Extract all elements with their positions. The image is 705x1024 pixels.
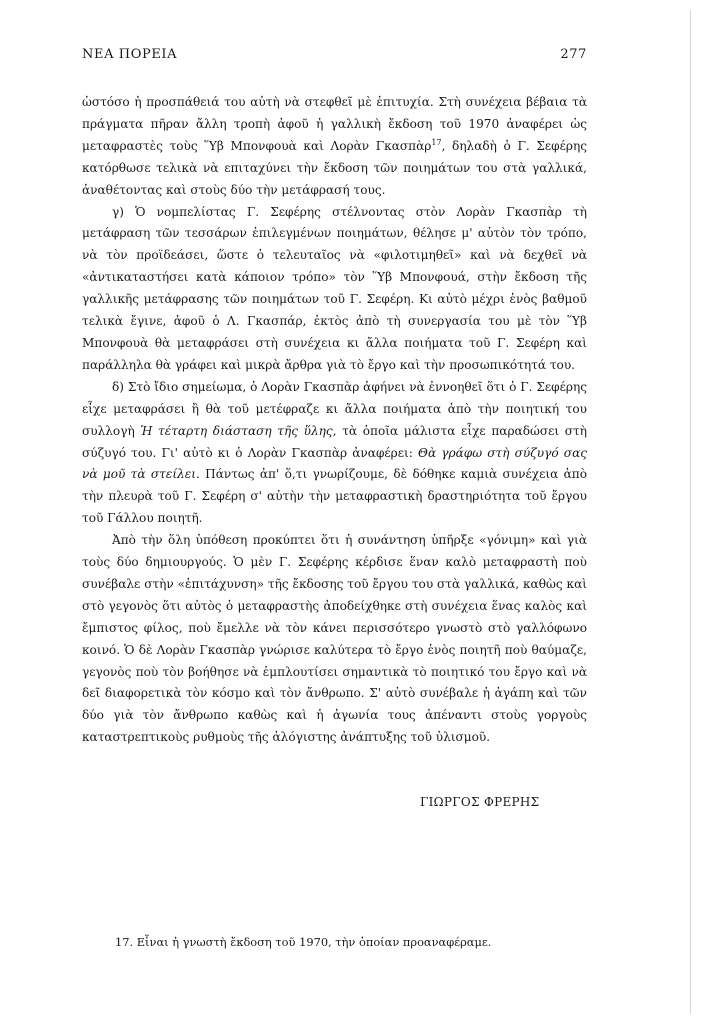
paragraph-3-text-a: δ) Στὸ ἴδιο σημείωμα, ὁ Λορὰν Γκασπὰρ ἀφήνει νὰ ἐννοηθεῖ ὅτι ὁ Γ. Σεφέρης εἶχε μεταφράσει ἢ θὰ τοῦ μετέφραζε κι ἄλλα ποιήματα ἀπὸ τὴν ποιητική του συλλογὴ bbox=[82, 379, 587, 438]
running-header bbox=[82, 47, 587, 67]
paragraph-3-text-b: , τὰ ὁποῖα μάλιστα εἶχε παραδώσει στὴ σύζυγό του. Γι' αὐτὸ κι ὁ Λορὰν Γκασπὰρ ἀναφέρει: bbox=[82, 423, 587, 460]
paragraph-4: Ἀπὸ τὴν ὅλη ὑπόθεση προκύπτει ὅτι ἡ συνάντηση ὑπῆρξε «γόνιμη» καὶ γιὰ τοὺς δύο δημιουργούς. Ὁ μὲν Γ. Σεφέρης κέρδισε ἕναν καλὸ μεταφραστὴ ποὺ συνέβαλε στὴν «ἐπιτάχυνση» τῆς ἔκδοσης τοῦ ἔργου του στὰ γαλλικά, καθὼς καὶ στὸ γεγονὸς ὅτι αὐτὸς ὁ μεταφραστὴς ἀποδείχθηκε στὴ συνέχεια ἕνας καλὸς καὶ ἔμπιστος φίλος, ποὺ ἔμελλε νὰ τὸν κάνει περισσότερο γνωστὸ στὸ γαλλόφωνο κοινό. Ὁ δὲ Λορὰν Γκασπὰρ γνώρισε καλύτερα τὸ ἔργο ἑνὸς ποιητῆ ποὺ θαύμαζε, γεγονὸς ποὺ τὸν βοήθησε νὰ ἐμπλουτίσει σημαντικὰ τὸ ποιητικό του ἔργο καὶ νὰ δεῖ διαφορετικὰ τὸν κόσμο καὶ τὸν ἄνθρωπο. Σ' αὐτὸ συνέβαλε ἡ ἀγάπη καὶ τῶν δύο γιὰ τὸν ἄνθρωπο καθὼς καὶ ἡ ἀγωνία τους ἀπέναντι στοὺς γοργοὺς καταστρεπτικοὺς ρυθμοὺς τῆς ἀλόγιστης ἀνάπτυξης τοῦ ὑλισμοῦ. bbox=[82, 533, 587, 745]
paragraph-2: γ) Ὁ νομπελίστας Γ. Σεφέρης στέλνοντας στὸν Λορὰν Γκασπὰρ τὴ μετάφραση τῶν τεσσάρων ἐπιλεγμένων ποιημάτων, θέλησε μ' αὐτὸν τὸν τρόπο, νὰ τὸν προϊδεάσει, ὥστε ὁ τελευταῖος νὰ «φιλοτιμηθεῖ» καὶ νὰ δεχθεῖ νὰ «ἀντικαταστήσει κατὰ κάποιον τρόπο» τὸν Ὕβ Μπονφουά, στὴν ἔκδοση τῆς γαλλικῆς μετάφρασης τῶν ποιημάτων τοῦ Γ. Σεφέρη. Κι αὐτὸ μέχρι ἑνὸς βαθμοῦ τελικὰ ἔγινε, ἀφοῦ ὁ Λ. Γκασπάρ, ἐκτὸς ἀπὸ τὴ συνεργασία του μὲ τὸν Ὕβ Μπονφουὰ θὰ μεταφράσει στὴ συνέχεια κι ἄλλα ποιήματα τοῦ Γ. Σεφέρη καὶ παράλληλα θὰ γράφει καὶ μικρὰ ἄρθρα γιὰ τὸ ἔργο καὶ τὴν προσωπικότητά του. bbox=[82, 204, 587, 372]
paragraph-1-text-b: , δηλαδὴ ὁ Γ. Σεφέρης κατόρθωσε τελικὰ νὰ επιταχύνει τὴν ἔκδοση τῶν ποιημάτων του στὰ γαλλικά, ἀναθέτοντας καὶ στοὺς δύο τὴν μετάφρασή τους. bbox=[82, 138, 588, 197]
quote-italic: Θὰ γράφω στὴ σύζυγό σας νὰ μοῦ τὰ στείλει. bbox=[82, 445, 588, 482]
author-signature: ΓΙΩΡΓΟΣ ΦΡΕΡΗΣ bbox=[420, 795, 540, 809]
footnote-reference: 17 bbox=[431, 137, 442, 147]
paragraph-3-text-c: Πάντως ἀπ' ὅ,τι γνωρίζουμε, δὲ δόθηκε καμιὰ συνέχεια ἀπὸ τὴν πλευρὰ τοῦ Γ. Σεφέρη σ' αὐτὴν τὴν μεταφραστικὴ δραστηριότητα τοῦ ἔργου τοῦ Γάλλου ποιητῆ. bbox=[82, 467, 587, 526]
book-title-italic: Ἡ τέταρτη διάσταση τῆς ὕλης bbox=[140, 423, 333, 438]
article-body bbox=[82, 92, 587, 749]
paragraph-1-text-a: ὡστόσο ἡ προσπάθειά του αὐτὴ νὰ στεφθεῖ μὲ ἐπιτυχία. Στὴ συνέχεια βέβαια τὰ πράγματα πῆραν ἄλλη τροπὴ ἀφοῦ ἡ γαλλικὴ ἔκδοση τοῦ 1970 ἀναφέρει ὡς μεταφραστὲς τοὺς Ὕβ Μπονφουὰ καὶ Λορὰν Γκασπὰρ bbox=[82, 95, 587, 153]
page-edge-line bbox=[690, 10, 691, 1014]
paragraph-3 bbox=[82, 377, 587, 530]
journal-title: ΝΕΑ ΠΟΡΕΙΑ bbox=[82, 47, 178, 62]
paragraph-1 bbox=[82, 92, 587, 202]
page-number: 277 bbox=[560, 47, 587, 62]
footnote: 17. Εἶναι ἡ γνωστὴ ἔκδοση τοῦ 1970, τὴν ὁποίαν προαναφέραμε. bbox=[115, 935, 492, 949]
